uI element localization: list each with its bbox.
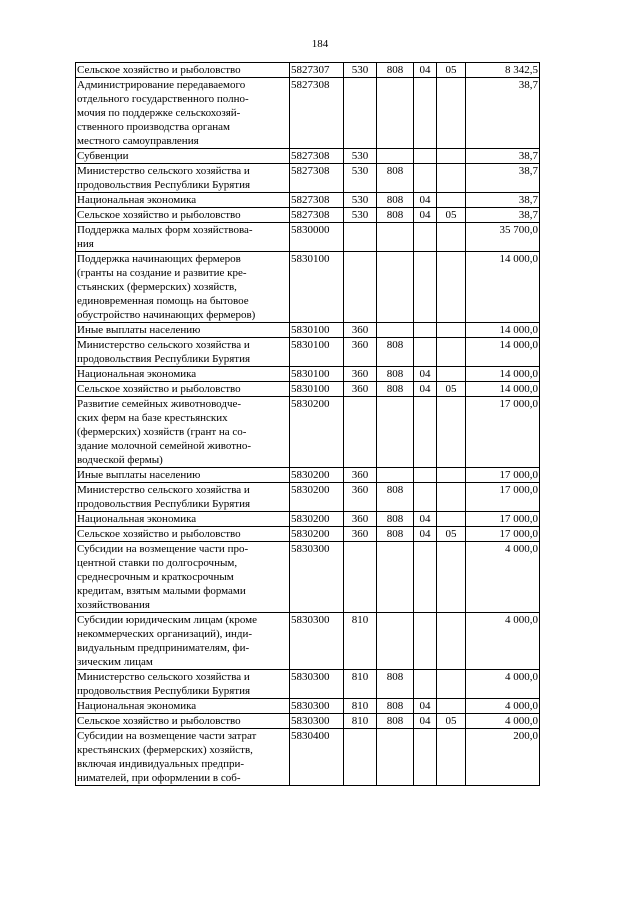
section-cell: 04 [414, 367, 437, 382]
item-name-line: ственного производства органам [77, 121, 230, 133]
section-cell [414, 223, 437, 252]
table-row [76, 63, 540, 78]
expense-type-cell: 360 [344, 512, 377, 527]
target-article-cell: 5830100 [290, 338, 344, 367]
item-name-line: Администрирование передаваемого [77, 79, 246, 91]
subsection-cell [437, 670, 466, 699]
item-name-cell [76, 208, 290, 223]
expense-type-cell: 530 [344, 208, 377, 223]
budget-table [75, 62, 540, 786]
expense-type-cell: 360 [344, 527, 377, 542]
subsection-cell: 05 [437, 382, 466, 397]
section-cell: 04 [414, 193, 437, 208]
table-row [76, 164, 540, 193]
expense-type-cell [344, 397, 377, 468]
section-cell: 04 [414, 699, 437, 714]
amount-cell: 38,7 [466, 164, 540, 193]
expense-type-cell [344, 542, 377, 613]
item-name-line: кредитам, взятым малыми формами [77, 585, 246, 597]
table-row [76, 527, 540, 542]
item-name-cell [76, 78, 290, 149]
administrator-code-cell: 808 [377, 164, 414, 193]
item-name-line: ния [77, 238, 94, 250]
section-cell: 04 [414, 527, 437, 542]
amount-cell: 14 000,0 [466, 252, 540, 323]
item-name-cell [76, 468, 290, 483]
item-name-line: местного самоуправления [77, 135, 199, 147]
amount-cell: 17 000,0 [466, 527, 540, 542]
section-cell [414, 729, 437, 786]
section-cell [414, 149, 437, 164]
item-name-line: продовольствия Республики Бурятия [77, 685, 251, 697]
expense-type-cell: 360 [344, 483, 377, 512]
subsection-cell: 05 [437, 527, 466, 542]
administrator-code-cell: 808 [377, 367, 414, 382]
table-row [76, 208, 540, 223]
amount-cell: 14 000,0 [466, 338, 540, 367]
item-name-line: продовольствия Республики Бурятия [77, 353, 251, 365]
item-name-line: Сельское хозяйство и рыболовство [77, 528, 241, 540]
administrator-code-cell [377, 252, 414, 323]
target-article-cell: 5827308 [290, 78, 344, 149]
amount-cell: 17 000,0 [466, 468, 540, 483]
subsection-cell [437, 512, 466, 527]
table-row [76, 512, 540, 527]
section-cell: 04 [414, 208, 437, 223]
item-name-cell [76, 483, 290, 512]
subsection-cell [437, 542, 466, 613]
item-name-line: водческой фермы) [77, 454, 163, 466]
target-article-cell: 5830200 [290, 483, 344, 512]
item-name-line: Субсидии на возмещение части про- [77, 543, 249, 555]
administrator-code-cell: 808 [377, 382, 414, 397]
item-name-line: зическим лицам [77, 656, 153, 668]
item-name-cell [76, 223, 290, 252]
item-name-line: Субвенции [77, 150, 129, 162]
target-article-cell: 5830300 [290, 699, 344, 714]
subsection-cell: 05 [437, 714, 466, 729]
item-name-line: видуальным предпринимателям, фи- [77, 642, 250, 654]
item-name-line: Поддержка малых форм хозяйствова- [77, 224, 253, 236]
item-name-cell [76, 527, 290, 542]
administrator-code-cell: 808 [377, 714, 414, 729]
section-cell: 04 [414, 382, 437, 397]
item-name-line: Национальная экономика [77, 513, 197, 525]
item-name-cell [76, 338, 290, 367]
amount-cell: 14 000,0 [466, 323, 540, 338]
amount-cell: 38,7 [466, 208, 540, 223]
table-row [76, 714, 540, 729]
item-name-line: Иные выплаты населению [77, 324, 201, 336]
item-name-line: крестьянских (фермерских) хозяйств, [77, 744, 253, 756]
item-name-cell [76, 542, 290, 613]
administrator-code-cell: 808 [377, 63, 414, 78]
item-name-line: Сельское хозяйство и рыболовство [77, 715, 241, 727]
item-name-line: Сельское хозяйство и рыболовство [77, 64, 241, 76]
target-article-cell: 5830300 [290, 613, 344, 670]
table-row [76, 252, 540, 323]
item-name-line: отдельного государственного полно- [77, 93, 249, 105]
target-article-cell: 5830300 [290, 714, 344, 729]
item-name-line: среднесрочным и краткосрочным [77, 571, 234, 583]
item-name-cell [76, 699, 290, 714]
target-article-cell: 5830100 [290, 252, 344, 323]
subsection-cell [437, 193, 466, 208]
section-cell [414, 613, 437, 670]
administrator-code-cell [377, 323, 414, 338]
item-name-line: Министерство сельского хозяйства и [77, 165, 250, 177]
item-name-line: Иные выплаты населению [77, 469, 201, 481]
item-name-cell [76, 729, 290, 786]
amount-cell: 17 000,0 [466, 512, 540, 527]
target-article-cell: 5830400 [290, 729, 344, 786]
subsection-cell [437, 729, 466, 786]
subsection-cell [437, 164, 466, 193]
target-article-cell: 5830100 [290, 367, 344, 382]
item-name-line: центной ставки по долгосрочным, [77, 557, 238, 569]
item-name-line: Национальная экономика [77, 194, 197, 206]
subsection-cell [437, 252, 466, 323]
section-cell [414, 397, 437, 468]
target-article-cell: 5827307 [290, 63, 344, 78]
target-article-cell: 5830200 [290, 468, 344, 483]
item-name-line: единовременная помощь на бытовое [77, 295, 249, 307]
subsection-cell [437, 223, 466, 252]
section-cell [414, 670, 437, 699]
subsection-cell [437, 78, 466, 149]
item-name-line: Министерство сельского хозяйства и [77, 671, 250, 683]
item-name-line: Сельское хозяйство и рыболовство [77, 383, 241, 395]
expense-type-cell: 360 [344, 382, 377, 397]
table-row [76, 382, 540, 397]
target-article-cell: 5830100 [290, 382, 344, 397]
item-name-line: Развитие семейных животноводче- [77, 398, 242, 410]
administrator-code-cell [377, 468, 414, 483]
target-article-cell: 5830000 [290, 223, 344, 252]
amount-cell: 38,7 [466, 78, 540, 149]
administrator-code-cell [377, 149, 414, 164]
item-name-line: Национальная экономика [77, 700, 197, 712]
item-name-line: (гранты на создание и развитие кре- [77, 267, 247, 279]
item-name-line: Субсидии юридическим лицам (кроме [77, 614, 258, 626]
amount-cell: 14 000,0 [466, 367, 540, 382]
section-cell [414, 468, 437, 483]
amount-cell: 14 000,0 [466, 382, 540, 397]
administrator-code-cell: 808 [377, 483, 414, 512]
amount-cell: 4 000,0 [466, 542, 540, 613]
expense-type-cell: 530 [344, 193, 377, 208]
administrator-code-cell: 808 [377, 699, 414, 714]
expense-type-cell: 360 [344, 323, 377, 338]
section-cell [414, 164, 437, 193]
item-name-cell [76, 512, 290, 527]
administrator-code-cell: 808 [377, 527, 414, 542]
subsection-cell [437, 149, 466, 164]
amount-cell: 38,7 [466, 193, 540, 208]
table-row [76, 193, 540, 208]
item-name-line: включая индивидуальных предпри- [77, 758, 245, 770]
item-name-cell [76, 382, 290, 397]
item-name-cell [76, 149, 290, 164]
item-name-cell [76, 714, 290, 729]
administrator-code-cell: 808 [377, 512, 414, 527]
target-article-cell: 5830300 [290, 542, 344, 613]
target-article-cell: 5830200 [290, 512, 344, 527]
administrator-code-cell: 808 [377, 208, 414, 223]
amount-cell: 38,7 [466, 149, 540, 164]
item-name-line: здание молочной семейной животно- [77, 440, 252, 452]
section-cell [414, 252, 437, 323]
expense-type-cell: 810 [344, 699, 377, 714]
item-name-cell [76, 164, 290, 193]
subsection-cell [437, 483, 466, 512]
expense-type-cell: 810 [344, 670, 377, 699]
target-article-cell: 5827308 [290, 164, 344, 193]
amount-cell: 17 000,0 [466, 483, 540, 512]
table-row [76, 223, 540, 252]
item-name-line: хозяйствования [77, 599, 150, 611]
target-article-cell: 5830100 [290, 323, 344, 338]
item-name-cell [76, 193, 290, 208]
item-name-cell [76, 252, 290, 323]
administrator-code-cell: 808 [377, 338, 414, 367]
table-row [76, 149, 540, 164]
administrator-code-cell [377, 729, 414, 786]
item-name-line: Поддержка начинающих фермеров [77, 253, 241, 265]
section-cell: 04 [414, 512, 437, 527]
subsection-cell [437, 367, 466, 382]
amount-cell: 4 000,0 [466, 714, 540, 729]
expense-type-cell: 810 [344, 613, 377, 670]
subsection-cell [437, 699, 466, 714]
subsection-cell [437, 338, 466, 367]
table-row [76, 323, 540, 338]
expense-type-cell: 530 [344, 63, 377, 78]
page-number: 184 [311, 38, 329, 50]
item-name-cell [76, 670, 290, 699]
section-cell: 04 [414, 63, 437, 78]
item-name-cell [76, 397, 290, 468]
item-name-cell [76, 367, 290, 382]
section-cell [414, 483, 437, 512]
expense-type-cell [344, 223, 377, 252]
table-row [76, 468, 540, 483]
item-name-cell [76, 323, 290, 338]
subsection-cell: 05 [437, 63, 466, 78]
table-row [76, 483, 540, 512]
section-cell: 04 [414, 714, 437, 729]
administrator-code-cell [377, 78, 414, 149]
amount-cell: 17 000,0 [466, 397, 540, 468]
expense-type-cell: 530 [344, 149, 377, 164]
section-cell [414, 78, 437, 149]
item-name-line: Министерство сельского хозяйства и [77, 339, 250, 351]
item-name-line: обустройство начинающих фермеров) [77, 309, 256, 321]
subsection-cell: 05 [437, 208, 466, 223]
item-name-cell [76, 63, 290, 78]
item-name-line: (фермерских) хозяйств (грант на со- [77, 426, 247, 438]
subsection-cell [437, 468, 466, 483]
administrator-code-cell [377, 397, 414, 468]
table-row [76, 338, 540, 367]
item-name-line: мочия по поддержке сельскохозяй- [77, 107, 241, 119]
target-article-cell: 5827308 [290, 208, 344, 223]
item-name-cell [76, 613, 290, 670]
expense-type-cell: 360 [344, 367, 377, 382]
administrator-code-cell: 808 [377, 193, 414, 208]
subsection-cell [437, 613, 466, 670]
target-article-cell: 5830200 [290, 527, 344, 542]
item-name-line: Субсидии на возмещение части затрат [77, 730, 257, 742]
item-name-line: ских ферм на базе крестьянских [77, 412, 228, 424]
amount-cell: 8 342,5 [466, 63, 540, 78]
item-name-line: некоммерческих организаций), инди- [77, 628, 253, 640]
item-name-line: Министерство сельского хозяйства и [77, 484, 250, 496]
subsection-cell [437, 397, 466, 468]
administrator-code-cell: 808 [377, 670, 414, 699]
table-row [76, 670, 540, 699]
amount-cell: 4 000,0 [466, 670, 540, 699]
section-cell [414, 323, 437, 338]
administrator-code-cell [377, 613, 414, 670]
amount-cell: 200,0 [466, 729, 540, 786]
administrator-code-cell [377, 223, 414, 252]
amount-cell: 35 700,0 [466, 223, 540, 252]
administrator-code-cell [377, 542, 414, 613]
expense-type-cell: 360 [344, 468, 377, 483]
item-name-line: стьянских (фермерских) хозяйств, [77, 281, 237, 293]
expense-type-cell: 360 [344, 338, 377, 367]
table-row [76, 367, 540, 382]
item-name-line: нимателей, при оформлении в соб- [77, 772, 241, 784]
target-article-cell: 5830200 [290, 397, 344, 468]
table-row [76, 542, 540, 613]
expense-type-cell [344, 252, 377, 323]
table-body [76, 63, 540, 786]
expense-type-cell: 530 [344, 164, 377, 193]
section-cell [414, 338, 437, 367]
expense-type-cell: 810 [344, 714, 377, 729]
item-name-line: продовольствия Республики Бурятия [77, 179, 251, 191]
target-article-cell: 5827308 [290, 149, 344, 164]
table-row [76, 397, 540, 468]
item-name-line: продовольствия Республики Бурятия [77, 498, 251, 510]
subsection-cell [437, 323, 466, 338]
item-name-line: Национальная экономика [77, 368, 197, 380]
section-cell [414, 542, 437, 613]
item-name-line: Сельское хозяйство и рыболовство [77, 209, 241, 221]
amount-cell: 4 000,0 [466, 699, 540, 714]
amount-cell: 4 000,0 [466, 613, 540, 670]
expense-type-cell [344, 78, 377, 149]
table-row [76, 78, 540, 149]
table-row [76, 729, 540, 786]
expense-type-cell [344, 729, 377, 786]
table-row [76, 699, 540, 714]
target-article-cell: 5830300 [290, 670, 344, 699]
table-row [76, 613, 540, 670]
target-article-cell: 5827308 [290, 193, 344, 208]
